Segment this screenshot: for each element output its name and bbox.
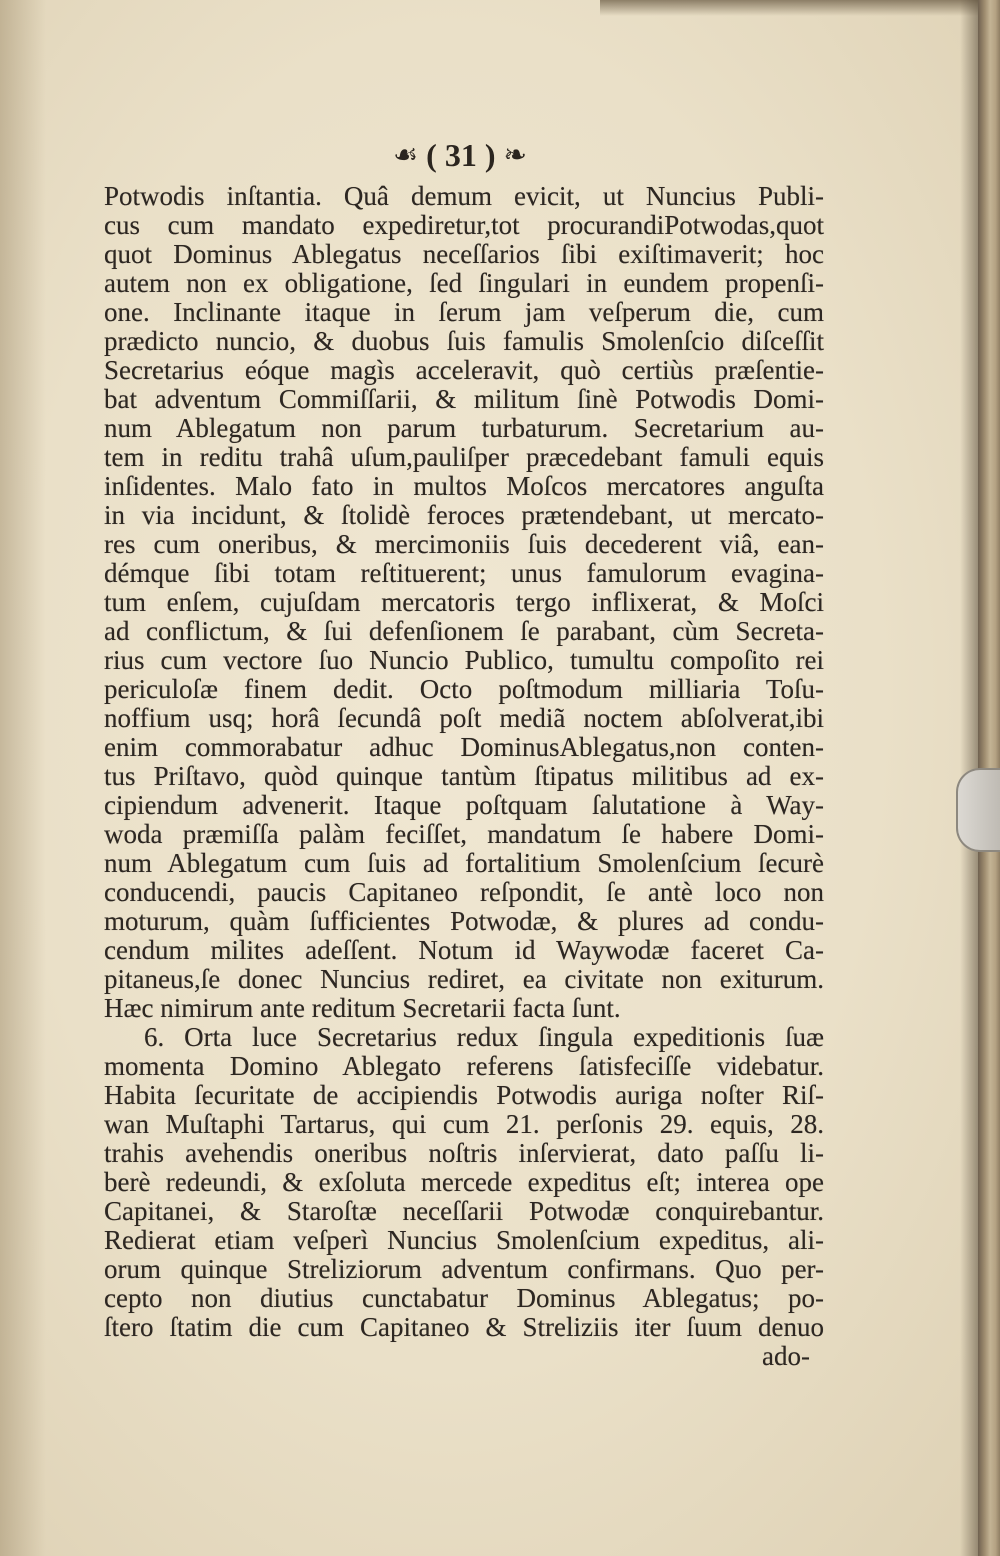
catchword: ado- [762, 1341, 810, 1371]
text-line: woda præmiſſa palàm feciſſet, mandatum ſe habere Domi- [104, 819, 824, 849]
text-line: pitaneus,ſe donec Nuncius rediret, ea civitate non exiturum. [104, 964, 824, 994]
page-clip [956, 768, 1000, 852]
text-line: wan Muſtaphi Tartarus, qui cum 21. perſonis 29. equis, 28. [104, 1109, 824, 1139]
text-line: Redierat etiam veſperì Nuncius Smolenſcium expeditus, ali- [104, 1225, 824, 1255]
fleuron-left-icon [393, 138, 418, 171]
text-line: noffium usq; horâ ſecundâ poſt mediã noctem abſolverat,ibi [104, 703, 824, 733]
text-line: Capitanei, & Staroſtæ neceſſarii Potwodæ conquirebantur. [104, 1196, 824, 1226]
text-line: bat adventum Commiſſarii, & militum ſinè Potwodis Domi- [104, 384, 824, 414]
text-line: tus Priſtavo, quòd quinque tantùm ſtipatus militibus ad ex- [104, 761, 824, 791]
page-top-edge [600, 0, 1000, 16]
paragraph-last-line: Hæc nimirum ante reditum Secretarii facta ſunt. [104, 993, 621, 1023]
text-line: periculoſæ finem dedit. Octo poſtmodum milliaria Toſu- [104, 674, 824, 704]
body-text [104, 182, 824, 1371]
text-line: ſtero ſtatim die cum Capitaneo & Streliziis iter ſuum denuo [104, 1312, 824, 1342]
paragraph-6-first-line: 6. Orta luce Secretarius redux ſingula expeditionis ſuæ [144, 1022, 824, 1052]
text-line: momenta Domino Ablegato referens ſatisfeciſſe videbatur. [104, 1051, 824, 1081]
text-line: prædicto nuncio, & duobus ſuis famulis Smolenſcio diſceſſit [104, 326, 824, 356]
running-head [330, 136, 590, 174]
text-line: res cum oneribus, & mercimoniis ſuis decederent viâ, ean- [104, 529, 824, 559]
text-line: moturum, quàm ſufficientes Potwodæ, & plures ad condu- [104, 906, 824, 936]
gutter-shadow [0, 0, 46, 1556]
text-line: orum quinque Streliziorum adventum confirmans. Quo per- [104, 1254, 824, 1284]
text-line: num Ablegatum non parum turbaturum. Secretarium au- [104, 413, 824, 443]
text-line: inſidentes. Malo fato in multos Moſcos mercatores anguſta [104, 471, 824, 501]
text-line: Potwodis inſtantia. Quâ demum evicit, ut Nuncius Publi- [104, 181, 824, 211]
text-line: num Ablegatum cum ſuis ad fortalitium Smolenſcium ſecurè [104, 848, 824, 878]
text-line: ad conflictum, & ſui defenſionem ſe parabant, cùm Secreta- [104, 616, 824, 646]
page-number: ( 31 ) [426, 137, 496, 174]
text-line: Secretarius eóque magìs acceleravit, quò certiùs præſentie- [104, 355, 824, 385]
text-line: cepto non diutius cunctabatur Dominus Ablegatus; po- [104, 1283, 824, 1313]
text-line: cendum milites adeſſent. Notum id Waywodæ faceret Ca- [104, 935, 824, 965]
text-line: tem in reditu trahâ uſum,pauliſper præcedebant famuli equis [104, 442, 824, 472]
text-line: one. Inclinante itaque in ſerum jam veſperum die, cum [104, 297, 824, 327]
text-line: autem non ex obligatione, ſed ſingulari in eundem propenſi- [104, 268, 824, 298]
text-line: quot Dominus Ablegatus neceſſarios ſibi exiſtimaverit; hoc [104, 239, 824, 269]
text-line: cus cum mandato expediretur,tot procurandiPotwodas,quot [104, 210, 824, 240]
fleuron-right-icon [503, 138, 526, 171]
text-line: rius cum vectore ſuo Nuncio Publico, tumultu compoſito rei [104, 645, 824, 675]
text-line: Habita ſecuritate de accipiendis Potwodis auriga noſter Riſ- [104, 1080, 824, 1110]
text-line: démque ſibi totam reſtituerent; unus famulorum evagina- [104, 558, 824, 588]
text-line: tum enſem, cujuſdam mercatoris tergo inflixerat, & Moſci [104, 587, 824, 617]
text-line: trahis avehendis oneribus noſtris inſervierat, dato paſſu li- [104, 1138, 824, 1168]
text-line: in via incidunt, & ſtolidè feroces prætendebant, ut mercato- [104, 500, 824, 530]
text-line: berè redeundi, & exſoluta mercede expeditus eſt; interea ope [104, 1167, 824, 1197]
text-line: cipiendum advenerit. Itaque poſtquam ſalutatione à Way- [104, 790, 824, 820]
text-line: conducendi, paucis Capitaneo reſpondit, ſe antè loco non [104, 877, 824, 907]
text-line: enim commorabatur adhuc DominusAblegatus,non conten- [104, 732, 824, 762]
